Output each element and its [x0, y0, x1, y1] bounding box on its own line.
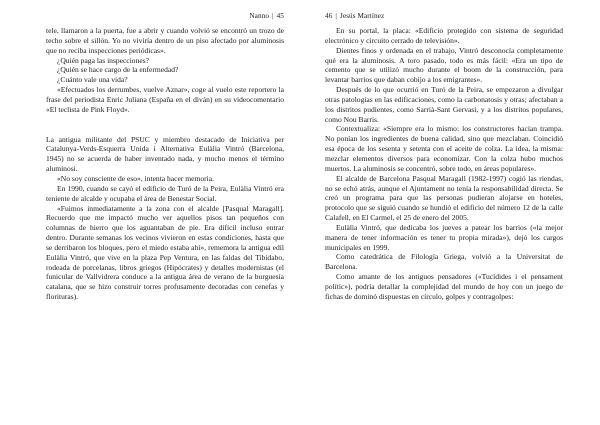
paragraph: ¿Quién se hace cargo de la enfermedad?	[57, 65, 179, 75]
paragraph: «No soy consciente de eso», intenta hacer memoria.	[57, 173, 214, 183]
paragraph: «Efectuados los derrumbes, vuelve Aznar», coge al vuelo este reportero la frase del periodista Enric Juliana (España en el diván) en su videocomentario «El teclista de Pink Floyd».	[46, 85, 284, 114]
paragraph: «Fuimos inmediatamente a la zona con el alcalde [Pasqual Maragall]. Recuerdo que me impactó mucho ver aquellos pisos tan pequeños con columnas de hierro que los aguantaban de pie. Era difícil incluso entrar dentro. Durante semanas los vecinos vivieron en estas condiciones, hasta que se derribaron los bloques, pero el miedo estaba ahí», rememora la antigua edil Eulàlia Vintró, que vive en la plaza Pep Ventura, en las faldas del Tibidabo, rodeada de porcelanas, libros griegos (Hipócrates) y detalles modernistas (el funicular de Vallvidrera conduce a la antigua área de verano de la burguesía catalana, que se hizo construir torres profusamente decoradas con cenefas y florituras).	[46, 203, 284, 302]
paragraph: En su portal, la placa: «Edificio protegido con sistema de seguridad electrónico y circuito cerrado de televisión».	[325, 26, 563, 45]
left-page-body	[46, 26, 284, 302]
paragraph: ¿Quién paga las inspecciones?	[57, 55, 149, 65]
right-page-body	[325, 26, 563, 302]
right-page-number: 46	[325, 12, 333, 20]
paragraph: El alcalde de Barcelona Pasqual Maragall (1982-1997) cogió las riendas, no se echó atrás, aunque el Ajuntament no tenía la responsabilidad directa. Se creó un programa para que las personas pudieran alojarse en hoteles, protocolo que se siguió cuando se hundió el edificio del número 12 de la calle Calafell, en El Carmel, el 25 de enero del 2005.	[325, 173, 563, 223]
paragraph: En 1990, cuando se cayó el edificio de Turó de la Peira, Eulàlia Vintró era teniente de alcalde y ocupaba el área de Benestar Social.	[46, 183, 284, 203]
right-page	[325, 0, 563, 425]
left-page	[46, 0, 284, 425]
paragraph: Después de lo que ocurrió en Turó de la Peira, se empezaron a divulgar otras patologías en las edificaciones, como la carbonatosis y otras; afectaban a los distritos pudientes, como Sarrià-Sant Gervasi, y a los distritos populares, como Nou Barris.	[325, 85, 563, 124]
paragraph: Dientes finos y ordenada en el trabajo, Vintró desconocía completamente qué era la aluminosis. A toro pasado, todo es más fácil: «Era un tipo de cemento que se utilizó mucho durante el boom de la construcción, para levantar barrios que daban cobijo a los emigrantes».	[325, 45, 563, 85]
right-running-head-author: Jesús Martínez	[339, 12, 385, 20]
running-head-separator: |	[335, 12, 337, 20]
right-running-head	[325, 12, 384, 20]
left-page-number: 45	[276, 12, 284, 20]
paragraph: tele, llamaron a la puerta, fue a abrir y cuando volvió se encontró un trozo de techo sobre el sillón. Yo no viviría dentro de un piso afectado por aluminosis que no reciba inspecciones periódicas».	[46, 26, 284, 55]
paragraph: La antigua militante del PSUC y miembro destacado de Iniciativa per Catalunya-Verds-Esquerra Unida i Alternativa Eulàlia Vintró (Barcelona, 1945) no se acuerda de haber inventado nada, y mucho menos el término aluminosi.	[46, 134, 284, 174]
paragraph: Como catedrática de Filología Griega, volvió a la Universitat de Barcelona.	[325, 252, 563, 272]
paragraph: Contextualiza: «Siempre era lo mismo: los constructores hacían trampa. No ponían los ingredientes de buena calidad, sino que mezclaban. Coincidió esa época de los sesenta y setenta con el aceite de colza. La idea, la misma: mezclar elementos diversos para economizar. Con la colza hubo muchos muertos. La aluminosis se concentró, sobre todo, en áreas populares».	[325, 124, 563, 173]
paragraph: Como amante de los antiguos pensadores («Tucídides i el pensament polític»), podría detallar la complejidad del mundo de hoy con un juego de fichas de dominó dispuestas en círculo, golpes y contragolpes:	[325, 272, 563, 301]
running-head-separator: |	[272, 12, 274, 20]
left-running-head-author: Nanno	[249, 12, 270, 20]
left-running-head	[249, 12, 284, 20]
paragraph: Eulàlia Vintró, que dedicaba los jueves a patear los barrios («la mejor manera de tener información es tener tu propia mirada»), dejó los cargos municipales en 1999.	[325, 222, 563, 252]
paragraph: ¿Cuánto vale una vida?	[57, 75, 128, 85]
